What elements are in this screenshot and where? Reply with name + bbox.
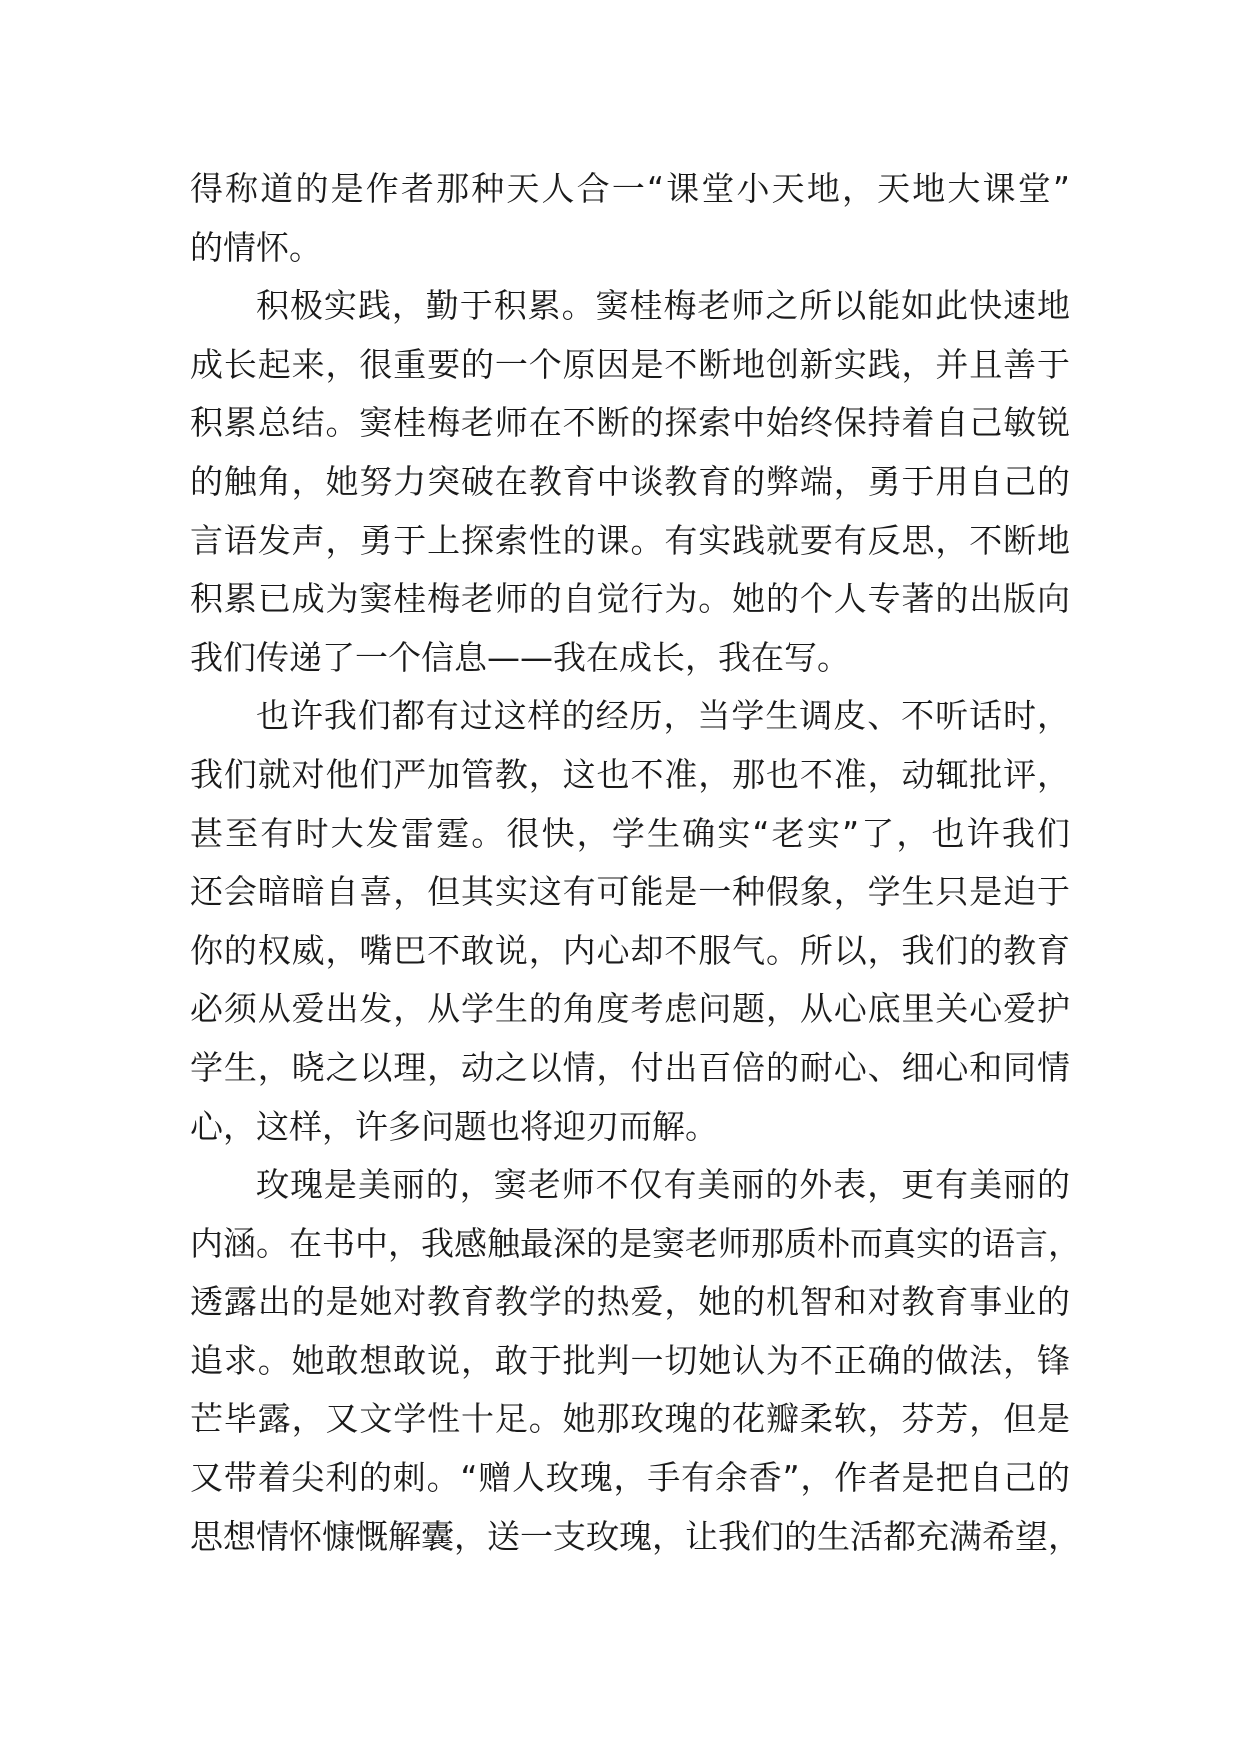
text-line: 我们就对他们严加管教，这也不准，那也不准，动辄批评， <box>190 754 1070 794</box>
text-line: 心，这样，许多问题也将迎刃而解。 <box>190 1106 718 1146</box>
text-line: 你的权威，嘴巴不敢说，内心却不服气。所以，我们的教育 <box>190 930 1070 970</box>
text-line: 又带着尖利的刺。“赠人玫瑰，手有余香”，作者是把自己的 <box>190 1458 1070 1498</box>
text-line: 得称道的是作者那种天人合一“课堂小天地，天地大课堂” <box>190 169 1070 208</box>
text-line: 积累总结。窦桂梅老师在不断的探索中始终保持着自己敏锐 <box>190 403 1070 443</box>
text-line: 积累已成为窦桂梅老师的自觉行为。她的个人专著的出版向 <box>190 579 1070 619</box>
text-line: 我们传递了一个信息——我在成长，我在写。 <box>190 637 850 677</box>
paragraph-first-line: 也许我们都有过这样的经历，当学生调皮、不听话时， <box>256 696 1070 736</box>
text-line: 的触角，她努力突破在教育中谈教育的弊端，勇于用自己的 <box>190 461 1070 501</box>
text-line: 还会暗暗自喜，但其实这有可能是一种假象，学生只是迫于 <box>190 872 1070 912</box>
text-line: 内涵。在书中，我感触最深的是窦老师那质朴而真实的语言， <box>190 1223 1081 1263</box>
text-line: 思想情怀慷慨解囊，送一支玫瑰，让我们的生活都充满希望， <box>190 1516 1081 1556</box>
text-line: 芒毕露，又文学性十足。她那玫瑰的花瓣柔软，芬芳，但是 <box>190 1399 1070 1439</box>
text-line: 学生，晓之以理，动之以情，付出百倍的耐心、细心和同情 <box>190 1047 1070 1087</box>
paragraph-first-line: 积极实践，勤于积累。窦桂梅老师之所以能如此快速地 <box>256 286 1070 326</box>
text-line: 必须从爱出发，从学生的角度考虑问题，从心底里关心爱护 <box>190 989 1070 1029</box>
text-line: 透露出的是她对教育教学的热爱，她的机智和对教育事业的 <box>190 1282 1070 1322</box>
document-body <box>190 160 1081 1566</box>
text-line: 甚至有时大发雷霆。很快，学生确实“老实”了，也许我们 <box>190 813 1070 853</box>
text-line: 言语发声，勇于上探索性的课。有实践就要有反思，不断地 <box>190 520 1070 560</box>
text-line: 的情怀。 <box>190 227 322 267</box>
text-line: 追求。她敢想敢说，敢于批判一切她认为不正确的做法，锋 <box>190 1340 1070 1380</box>
paragraph-first-line: 玫瑰是美丽的，窦老师不仅有美丽的外表，更有美丽的 <box>256 1165 1070 1205</box>
text-line: 成长起来，很重要的一个原因是不断地创新实践，并且善于 <box>190 344 1070 384</box>
